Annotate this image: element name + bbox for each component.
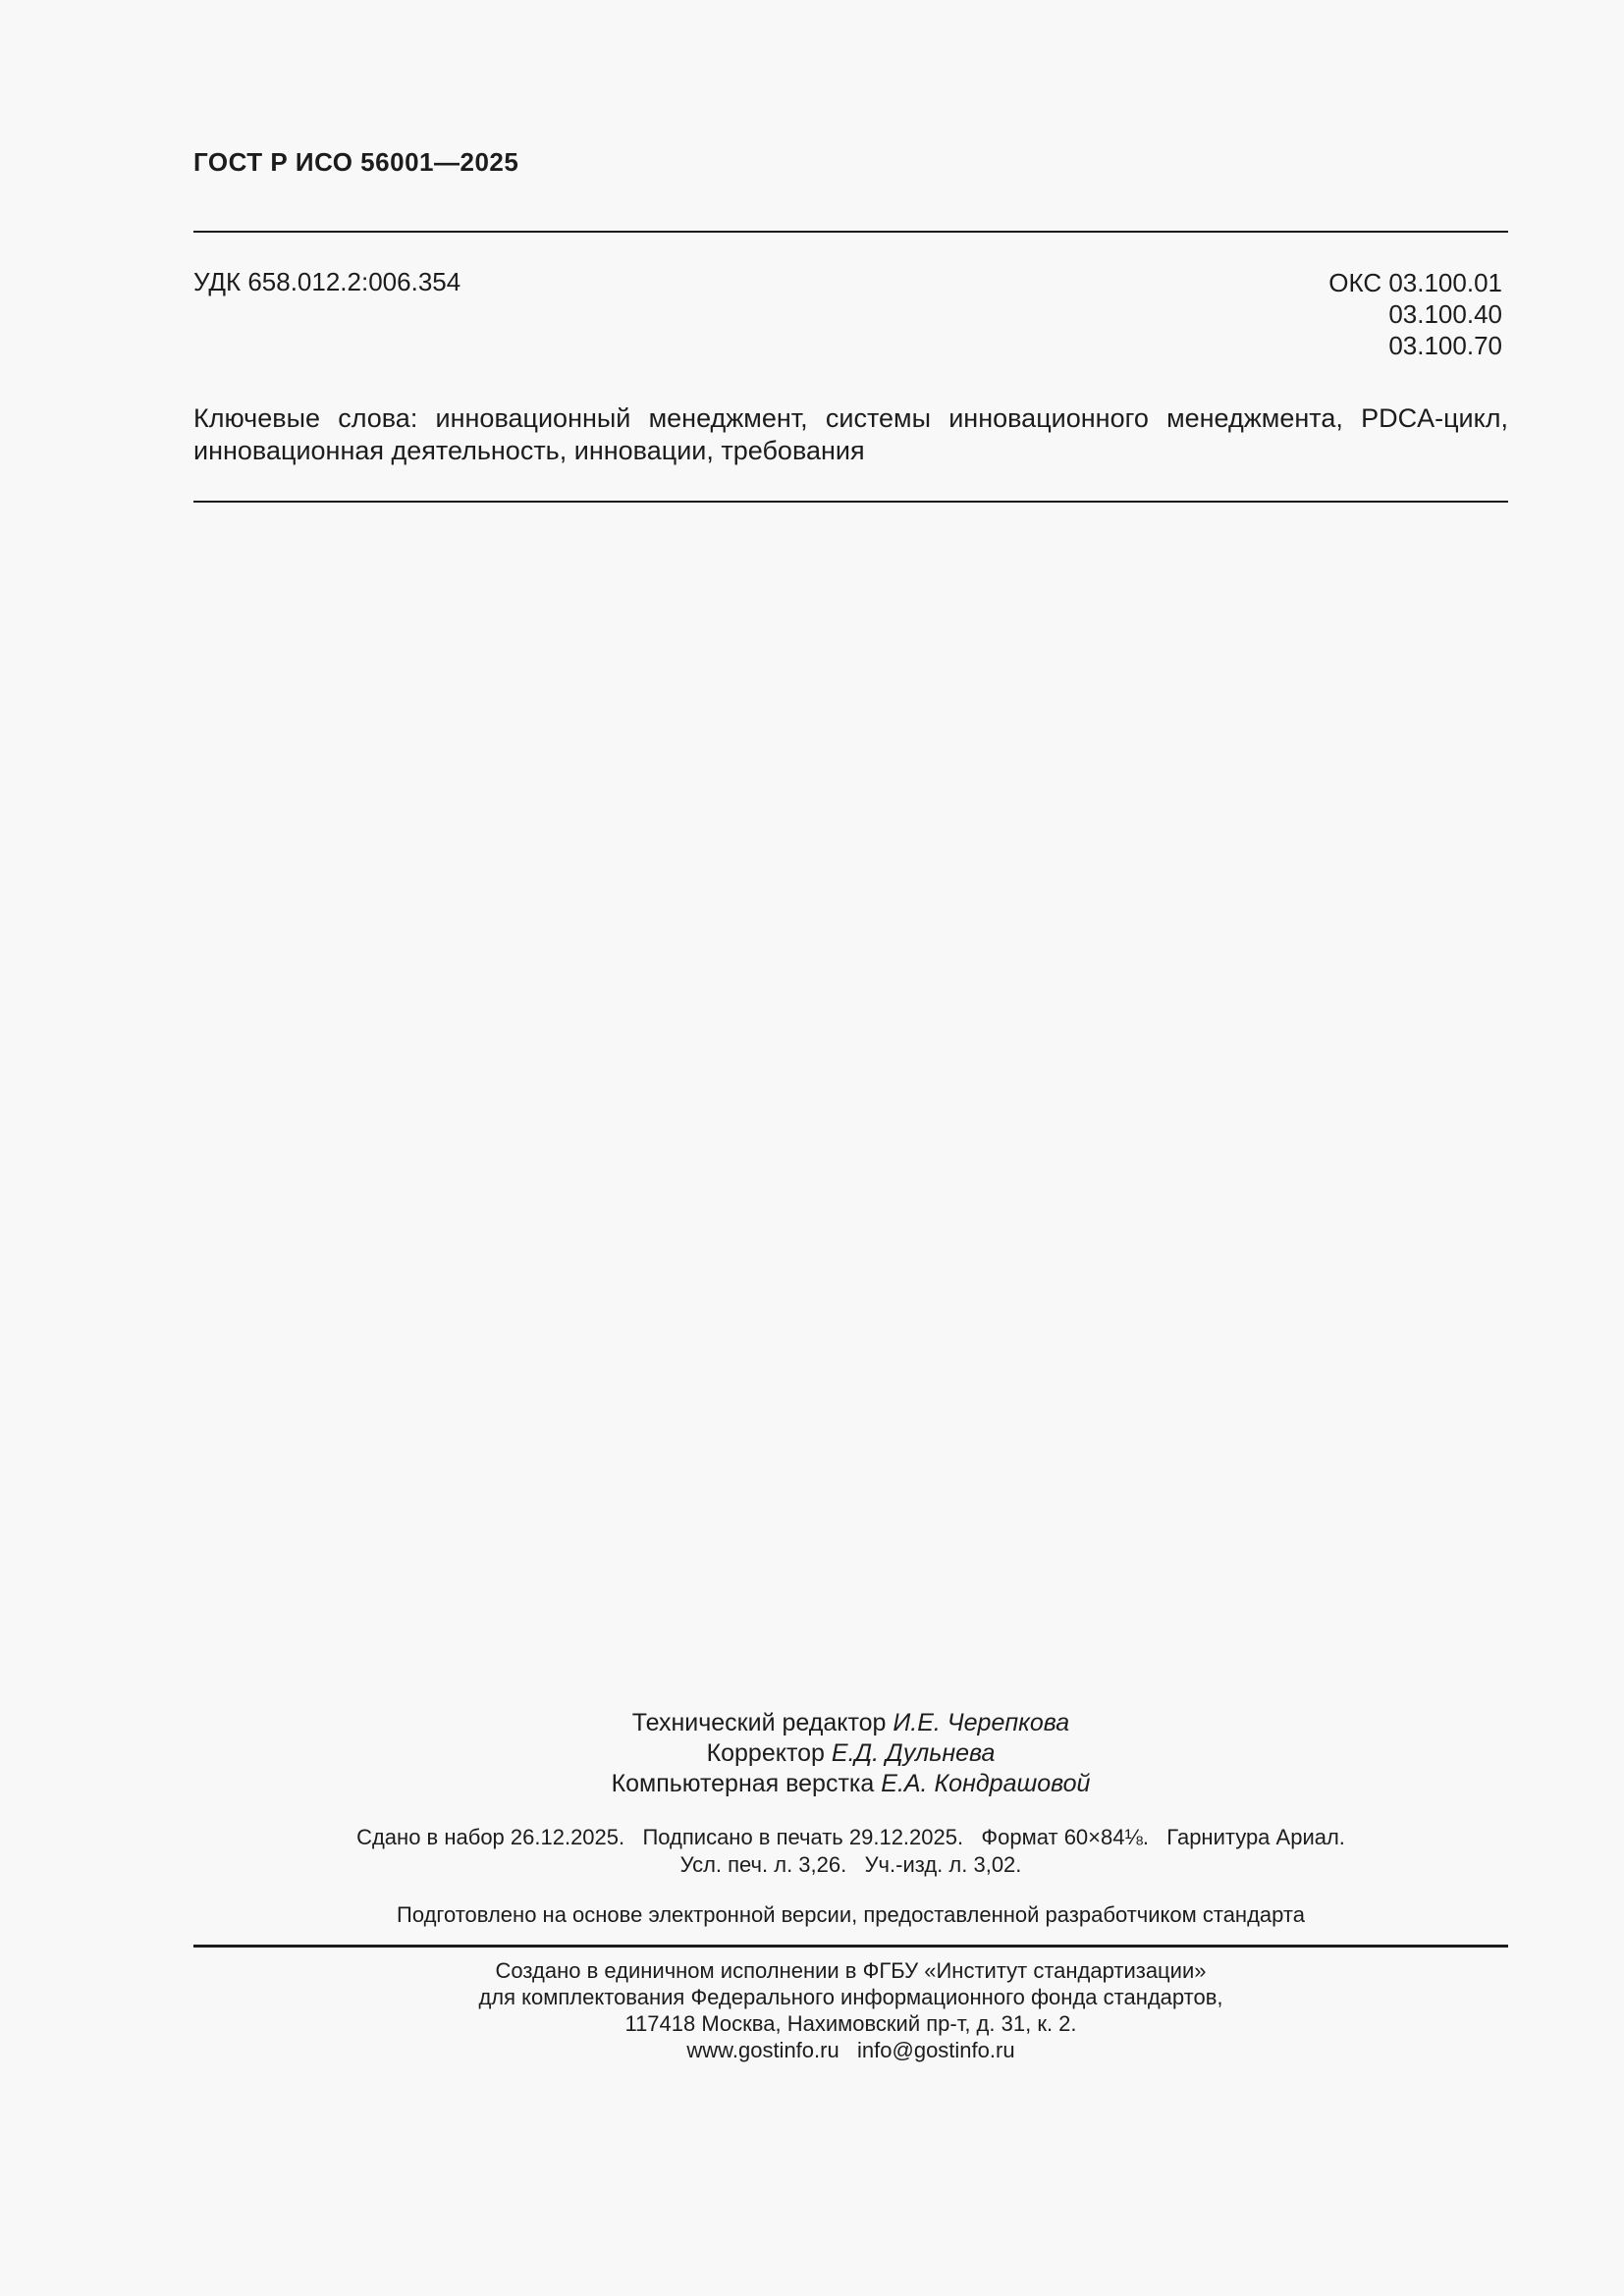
print-info bbox=[193, 1824, 1508, 1879]
imprint-contacts: www.gostinfo.ru info@gostinfo.ru bbox=[686, 2038, 1015, 2062]
keywords-divider bbox=[193, 501, 1508, 503]
corrector-role: Корректор bbox=[706, 1739, 825, 1767]
imprint-line-3: 117418 Москва, Нахимовский пр-т, д. 31, к. 2. bbox=[624, 2011, 1077, 2036]
udk-code: УДК 658.012.2:006.354 bbox=[193, 267, 461, 296]
imprint-line-2: для комплектования Федерального информационного фонда стандартов, bbox=[478, 1985, 1223, 2009]
keywords-paragraph: Ключевые слова: инновационный менеджмент, системы инновационного менеджмента, PDCA-цикл, инновационная деятельность, инновации, требования bbox=[193, 403, 1508, 465]
tech-editor-name: И.Е. Черепкова bbox=[893, 1709, 1070, 1736]
imprint-line-1: Создано в единичном исполнении в ФГБУ «Институт стандартизации» bbox=[495, 1958, 1207, 1983]
corrector-name: Е.Д. Дульнева bbox=[831, 1739, 996, 1767]
imprint-divider bbox=[193, 1945, 1508, 1948]
layout-role: Компьютерная верстка bbox=[611, 1770, 875, 1797]
oks-code-1: ОКС 03.100.01 bbox=[1328, 268, 1502, 297]
tech-editor-credit bbox=[193, 1708, 1508, 1738]
document-code: ГОСТ Р ИСО 56001—2025 bbox=[193, 147, 519, 177]
top-divider bbox=[193, 231, 1508, 233]
imprint-block bbox=[193, 1957, 1508, 2063]
tech-editor-role: Технический редактор bbox=[631, 1709, 887, 1736]
layout-name: Е.А. Кондрашовой bbox=[881, 1770, 1091, 1797]
print-info-line-2: Усл. печ. л. 3,26. Уч.-изд. л. 3,02. bbox=[679, 1852, 1022, 1877]
layout-credit bbox=[193, 1769, 1508, 1799]
oks-code-2: 03.100.40 bbox=[1388, 299, 1502, 329]
prepared-note: Подготовлено на основе электронной версии, предоставленной разработчиком стандарта bbox=[397, 1902, 1305, 1927]
print-info-line-1: Сдано в набор 26.12.2025. Подписано в печать 29.12.2025. Формат 60×84⅛. Гарнитура Ариал. bbox=[356, 1825, 1345, 1849]
oks-codes bbox=[1328, 267, 1502, 361]
oks-code-3: 03.100.70 bbox=[1388, 331, 1502, 360]
corrector-credit bbox=[193, 1738, 1508, 1769]
editorial-credits bbox=[193, 1708, 1508, 1799]
